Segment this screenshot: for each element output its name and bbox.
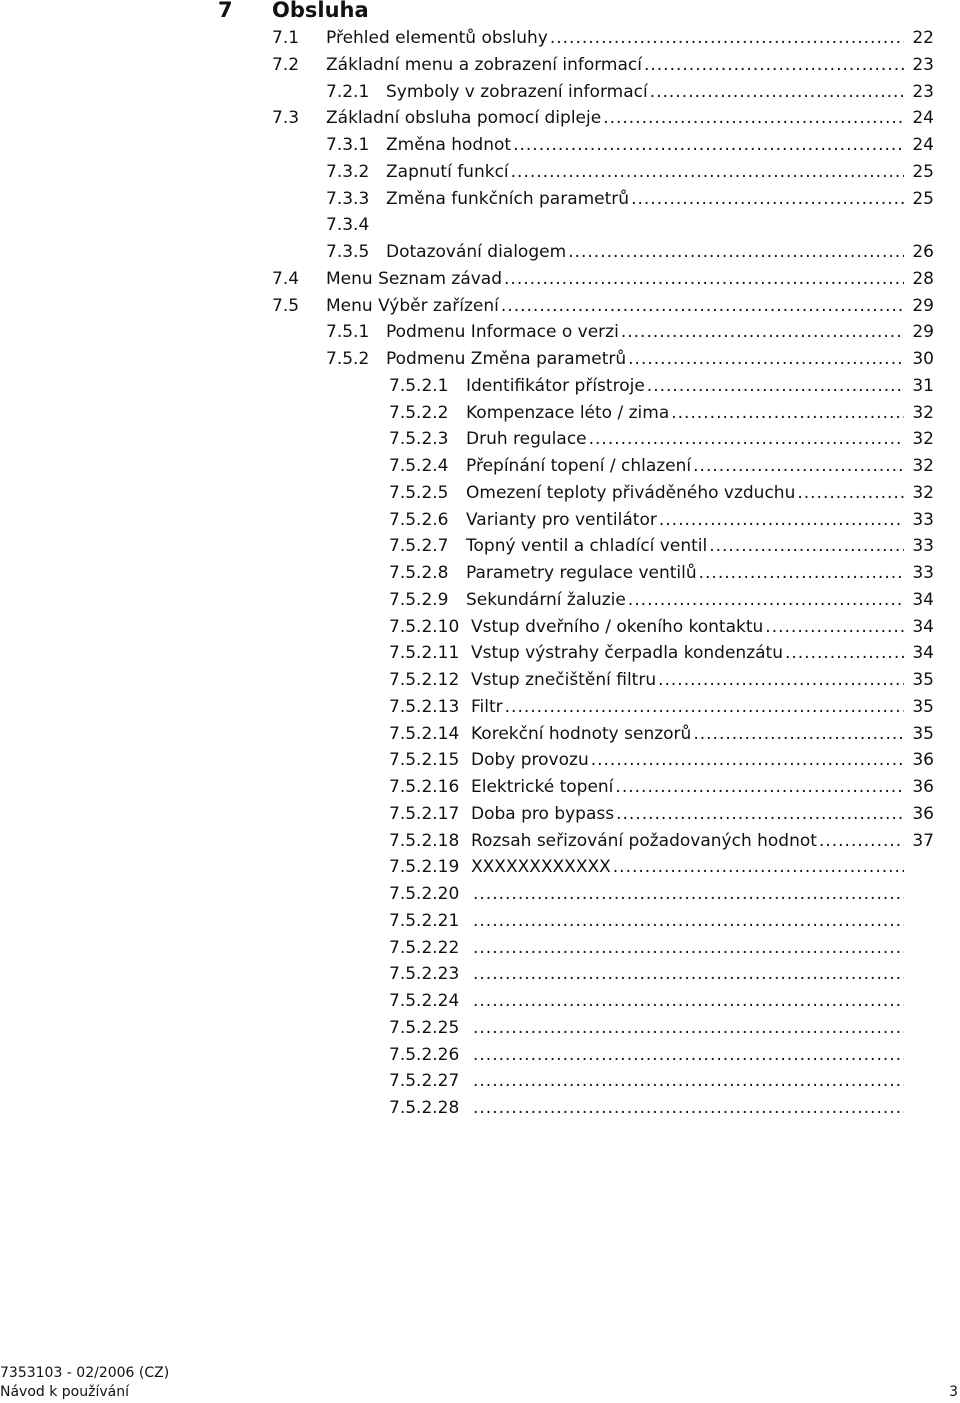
toc-entry[interactable]	[389, 775, 934, 799]
toc-entry-label: Menu Seznam závad	[326, 268, 503, 289]
toc-entry-number: 7.5.2.22	[389, 937, 460, 958]
toc-dot-leader	[603, 106, 904, 130]
toc-entry-number: 7.3.4	[326, 215, 370, 236]
toc-entry[interactable]	[326, 187, 934, 211]
toc-entry[interactable]	[389, 695, 934, 719]
toc-entry-number: 7.5.2.18	[389, 830, 460, 851]
chapter-number: 7	[218, 0, 233, 22]
toc-entry-page: 36	[912, 750, 934, 771]
toc-entry-page: 37	[912, 830, 934, 851]
toc-entry-label: Přepínání topení / chlazení	[466, 456, 692, 476]
toc-dot-leader	[650, 80, 904, 104]
toc-entry-label: Parametry regulace ventilů	[466, 563, 697, 583]
toc-entry-page: 36	[912, 777, 934, 797]
toc-entry-page: 31	[912, 375, 934, 396]
toc-entry-label: Menu Výběr zařízení	[326, 295, 499, 316]
toc-entry-number: 7.5.2.19	[389, 857, 460, 878]
document-code: 7353103 - 02/2006 (CZ)	[0, 1365, 170, 1381]
toc-dot-leader	[473, 1043, 904, 1067]
toc-dot-leader	[473, 882, 904, 906]
toc-dot-leader	[628, 588, 904, 612]
toc-entry-label: Změna hodnot	[386, 135, 512, 155]
toc-dot-leader	[550, 26, 904, 50]
toc-entry[interactable]	[389, 1043, 904, 1067]
toc-dot-leader	[505, 695, 904, 719]
toc-entry[interactable]	[326, 320, 934, 344]
toc-entry-page: 25	[912, 161, 934, 182]
toc-dot-leader	[644, 53, 904, 77]
toc-dot-leader	[504, 267, 904, 291]
toc-entry-page: 34	[912, 616, 934, 637]
toc-entry-page: 24	[912, 108, 934, 129]
toc-dot-leader	[631, 187, 904, 211]
toc-entry-label: XXXXXXXXXXXX	[471, 857, 611, 878]
toc-entry-page: 24	[912, 135, 934, 155]
toc-entry[interactable]	[389, 936, 904, 960]
toc-entry-page: 34	[912, 589, 934, 610]
toc-entry[interactable]	[389, 668, 934, 692]
toc-dot-leader	[513, 133, 904, 157]
toc-entry-label: Korekční hodnoty senzorů	[471, 723, 692, 744]
toc-entry-label: Změna funkčních parametrů	[386, 188, 630, 209]
toc-entry-label: Kompenzace léto / zima	[466, 402, 670, 423]
toc-entry[interactable]	[389, 588, 934, 612]
toc-entry-label: Filtr	[471, 696, 503, 717]
toc-entry-number: 7.3.5	[326, 242, 370, 262]
toc-entry-number: 7.3.3	[326, 188, 370, 209]
toc-dot-leader	[473, 936, 904, 960]
toc-dot-leader	[591, 748, 904, 772]
toc-entry-label: Podmenu Informace o verzi	[386, 322, 619, 343]
toc-dot-leader	[765, 615, 904, 639]
toc-entry-label: Druh regulace	[466, 429, 587, 450]
toc-entry-page: 35	[912, 723, 934, 744]
toc-entry[interactable]	[272, 267, 934, 291]
toc-entry-label: Podmenu Změna parametrů	[386, 349, 627, 369]
toc-dot-leader	[616, 802, 904, 826]
toc-entry-label: Elektrické topení	[471, 777, 614, 797]
toc-dot-leader	[628, 347, 904, 371]
toc-entry-number: 7.5.2.3	[389, 429, 449, 450]
toc-entry[interactable]	[326, 240, 934, 264]
toc-entry-number: 7.5.2.17	[389, 803, 460, 824]
toc-entry[interactable]	[326, 213, 904, 237]
toc-entry-label: Varianty pro ventilátor	[466, 509, 657, 530]
toc-entry-label: Základní menu a zobrazení informací	[326, 54, 642, 75]
toc-entry-page: 30	[912, 349, 934, 369]
toc-entry[interactable]	[389, 829, 934, 853]
toc-entry-number: 7.5.2.27	[389, 1071, 460, 1092]
page-number: 3	[949, 1384, 958, 1400]
toc-dot-leader	[501, 294, 904, 318]
toc-entry-page: 29	[912, 295, 934, 316]
toc-dot-leader	[671, 401, 904, 425]
toc-entry-number: 7.1	[272, 28, 300, 48]
toc-dot-leader	[693, 454, 904, 478]
toc-entry-number: 7.5.2.12	[389, 670, 460, 690]
toc-dot-leader	[647, 374, 904, 398]
toc-entry-page: 33	[912, 563, 934, 583]
toc-entry-number: 7.5.2.7	[389, 536, 449, 557]
toc-entry-number: 7.5.2.26	[389, 1044, 460, 1065]
toc-entry-number: 7.5.2.16	[389, 777, 460, 797]
toc-dot-leader	[797, 481, 904, 505]
toc-entry[interactable]	[389, 401, 934, 425]
toc-entry-number: 7.5.2.21	[389, 910, 460, 931]
toc-entry[interactable]	[389, 561, 934, 585]
toc-dot-leader	[659, 508, 904, 532]
toc-entry-label: Identifikátor přístroje	[466, 375, 645, 396]
toc-dot-leader	[473, 1069, 904, 1093]
toc-entry-number: 7.5.2.2	[389, 402, 449, 423]
toc-entry-number: 7.5.2.28	[389, 1098, 460, 1118]
toc-entry-page: 33	[912, 536, 934, 557]
toc-entry-number: 7.5.2.25	[389, 1017, 460, 1038]
toc-entry[interactable]	[326, 347, 934, 371]
toc-entry[interactable]	[389, 722, 934, 746]
toc-entry-page: 32	[912, 429, 934, 450]
toc-entry[interactable]	[389, 882, 904, 906]
toc-entry[interactable]	[389, 855, 904, 879]
toc-dot-leader	[693, 722, 904, 746]
toc-entry[interactable]	[389, 1096, 904, 1120]
toc-entry[interactable]	[389, 508, 934, 532]
toc-entry-number: 7.3.2	[326, 161, 370, 182]
toc-entry[interactable]	[389, 802, 934, 826]
toc-entry[interactable]	[389, 427, 934, 451]
toc-entry-number: 7.5.2.15	[389, 750, 460, 771]
toc-entry[interactable]	[389, 615, 934, 639]
toc-entry-label: Přehled elementů obsluhy	[326, 28, 548, 48]
toc-dot-leader	[615, 775, 904, 799]
toc-entry-label: Topný ventil a chladící ventil	[466, 536, 708, 557]
toc-entry-number: 7.5.2.10	[389, 616, 460, 637]
toc-dot-leader	[709, 534, 904, 558]
toc-entry-page: 22	[912, 28, 934, 48]
toc-entry-label: Rozsah seřizování požadovaných hodnot	[471, 830, 817, 851]
toc-dot-leader	[473, 1096, 904, 1120]
toc-entry[interactable]	[389, 1016, 904, 1040]
toc-dot-leader	[699, 561, 904, 585]
toc-entry-label: Omezení teploty přiváděného vzduchu	[466, 482, 796, 503]
toc-entry[interactable]	[389, 374, 934, 398]
toc-entry-label: Sekundární žaluzie	[466, 589, 626, 610]
toc-entry-page: 35	[912, 696, 934, 717]
toc-entry[interactable]	[326, 133, 934, 157]
toc-entry-label: Vstup dveřního / okeního kontaktu	[471, 616, 764, 637]
toc-dot-leader	[473, 909, 904, 933]
toc-entry-page: 33	[912, 509, 934, 530]
toc-entry-page: 35	[912, 670, 934, 690]
toc-entry-label: Doba pro bypass	[471, 803, 615, 824]
toc-entry-label: Zapnutí funkcí	[386, 161, 509, 182]
toc-entry-page: 25	[912, 188, 934, 209]
toc-entry-page: 23	[912, 81, 934, 102]
toc-entry-number: 7.5.2.20	[389, 884, 460, 904]
toc-entry-page: 28	[912, 268, 934, 289]
chapter-title: Obsluha	[272, 0, 369, 22]
toc-dot-leader	[589, 427, 904, 451]
toc-entry-label: Symboly v zobrazení informací	[386, 81, 648, 102]
toc-entry-number: 7.5.2.11	[389, 643, 460, 664]
toc-dot-leader	[473, 1016, 904, 1040]
document-title: Návod k používání	[0, 1384, 129, 1400]
toc-dot-leader	[568, 240, 904, 264]
toc-entry-number: 7.5.2.8	[389, 563, 449, 583]
toc-entry-page: 32	[912, 456, 934, 476]
toc-entry[interactable]	[326, 80, 934, 104]
toc-entry-page: 36	[912, 803, 934, 824]
toc-entry-page: 34	[912, 643, 934, 664]
toc-entry-number: 7.2	[272, 54, 300, 75]
toc-entry[interactable]	[272, 26, 934, 50]
toc-entry-page: 32	[912, 482, 934, 503]
toc-entry-number: 7.5.2.24	[389, 991, 460, 1011]
toc-entry[interactable]	[389, 1069, 904, 1093]
toc-entry-label: Dotazování dialogem	[386, 242, 567, 262]
toc-entry-number: 7.3	[272, 108, 300, 129]
toc-dot-leader	[613, 855, 904, 879]
toc-entry[interactable]	[389, 534, 934, 558]
toc-entry-label: Vstup znečištění filtru	[471, 670, 657, 690]
toc-entry-page: 26	[912, 242, 934, 262]
toc-entry-page: 32	[912, 402, 934, 423]
toc-entry-number: 7.5.2.9	[389, 589, 449, 610]
toc-dot-leader	[473, 989, 904, 1013]
toc-entry-number: 7.5.2.1	[389, 375, 449, 396]
toc-entry-number: 7.5.2.13	[389, 696, 460, 717]
toc-entry[interactable]	[389, 454, 934, 478]
toc-dot-leader	[819, 829, 904, 853]
toc-entry-page: 29	[912, 322, 934, 343]
toc-dot-leader	[658, 668, 904, 692]
toc-entry-label: Doby provozu	[471, 750, 589, 771]
toc-entry-number: 7.5.2.23	[389, 964, 460, 985]
toc-entry-number: 7.5.1	[326, 322, 370, 343]
toc-entry-number: 7.5.2.6	[389, 509, 449, 530]
toc-entry-number: 7.5.2.4	[389, 456, 449, 476]
toc-entry-number: 7.4	[272, 268, 300, 289]
toc-entry[interactable]	[272, 294, 934, 318]
toc-entry-label: Vstup výstrahy čerpadla kondenzátu	[471, 643, 783, 664]
toc-dot-leader	[785, 641, 904, 665]
toc-entry[interactable]	[389, 641, 934, 665]
toc-entry[interactable]	[272, 53, 934, 77]
toc-dot-leader	[621, 320, 904, 344]
toc-entry[interactable]	[389, 962, 904, 986]
toc-dot-leader	[511, 160, 904, 184]
toc-entry[interactable]	[389, 748, 934, 772]
toc-entry[interactable]	[389, 989, 904, 1013]
toc-entry-number: 7.2.1	[326, 81, 370, 102]
toc-entry-number: 7.5.2.14	[389, 723, 460, 744]
toc-entry-number: 7.3.1	[326, 135, 370, 155]
toc-dot-leader	[473, 962, 904, 986]
toc-entry-label: Základní obsluha pomocí dipleje	[326, 108, 602, 129]
toc-entry[interactable]	[389, 481, 934, 505]
toc-entry-number: 7.5.2.5	[389, 482, 449, 503]
toc-entry[interactable]	[272, 106, 934, 130]
toc-entry-number: 7.5.2	[326, 349, 370, 369]
toc-entry[interactable]	[326, 160, 934, 184]
toc-entry-page: 23	[912, 54, 934, 75]
toc-entry[interactable]	[389, 909, 904, 933]
toc-entry-number: 7.5	[272, 295, 300, 316]
